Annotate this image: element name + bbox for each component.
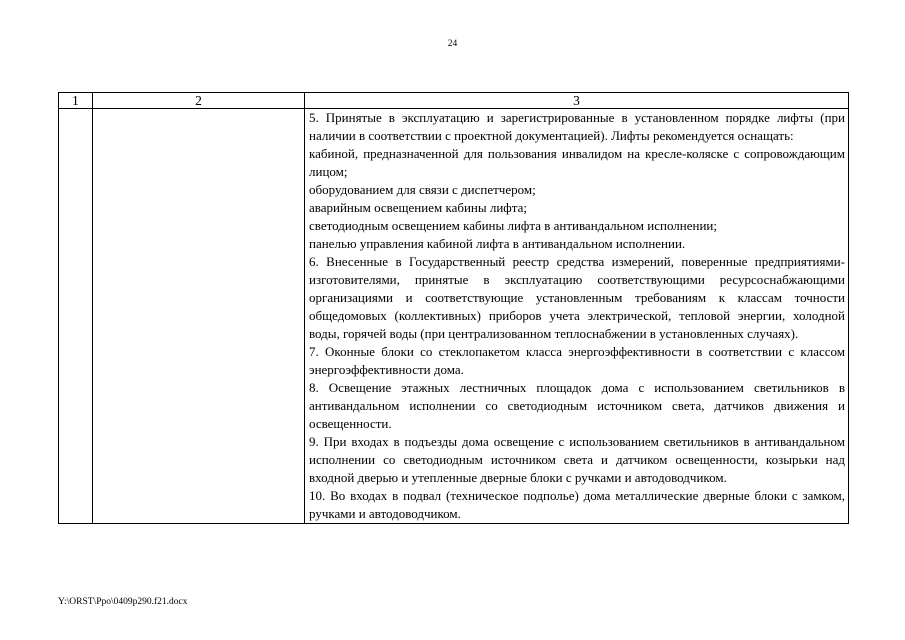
paragraph-item-10-basement-doors: 10. Во входах в подвал (техническое подполье) дома металлические дверные блоки с замком, ручками и автодоводчиком.: [309, 488, 845, 521]
table-row: [59, 109, 849, 524]
column-header-3: 3: [305, 93, 849, 109]
table-cell-col3: [305, 109, 849, 524]
paragraph-item-7-windows: 7. Оконные блоки со стеклопакетом класса энергоэффективности в соответствии с классом энергоэффективности дома.: [309, 344, 845, 377]
table-header-row: [59, 93, 849, 109]
column-header-1: 1: [59, 93, 93, 109]
paragraph-item-8-stair-lighting: 8. Освещение этажных лестничных площадок дома с использованием светильников в антивандальном исполнении со светодиодным источником света, датчиков движения и освещенности.: [309, 380, 845, 431]
footer-file-path: Y:\ORST\Ppo\0409p290.f21.docx: [58, 597, 188, 607]
paragraph-item-5-lifts: 5. Принятые в эксплуатацию и зарегистрированные в установленном порядке лифты (при наличии в соответствии с проектной документацией). Лифты рекомендуется оснащать:: [309, 110, 845, 143]
paragraph-item-6-metering: 6. Внесенные в Государственный реестр средства измерений, поверенные предприятиями-изготовителями, принятые в эксплуатацию соответствующими ресурсоснабжающими организациями и соответствующие установленным требованиям к классам точности общедомовых (коллективных) приборов учета электрической, тепловой энергии, холодной воды, горячей воды (при централизованном теплоснабжении в установленных случаях).: [309, 254, 845, 341]
paragraph-led-cabin-lighting: светодиодным освещением кабины лифта в антивандальном исполнении;: [309, 218, 717, 233]
requirements-text: [305, 109, 848, 523]
page-number: 24: [447, 39, 458, 49]
requirements-table: [58, 92, 849, 524]
paragraph-control-panel: панелью управления кабиной лифта в антивандальном исполнении.: [309, 236, 686, 251]
paragraph-dispatcher-communication: оборудованием для связи с диспетчером;: [309, 182, 536, 197]
paragraph-item-9-entrance: 9. При входах в подъезды дома освещение с использованием светильников в антивандальном исполнении со светодиодным источником света и датчиком освещенности, козырьки над входной дверью и утепленные дверные блоки с ручками и автодоводчиком.: [309, 434, 845, 485]
table-cell-col1: [59, 109, 93, 524]
paragraph-emergency-lighting: аварийным освещением кабины лифта;: [309, 200, 527, 215]
paragraph-lift-cabin-wheelchair: кабиной, предназначенной для пользования инвалидом на кресле-коляске с сопровождающим лицом;: [309, 146, 845, 179]
table-cell-col2: [93, 109, 305, 524]
column-header-2: 2: [93, 93, 305, 109]
